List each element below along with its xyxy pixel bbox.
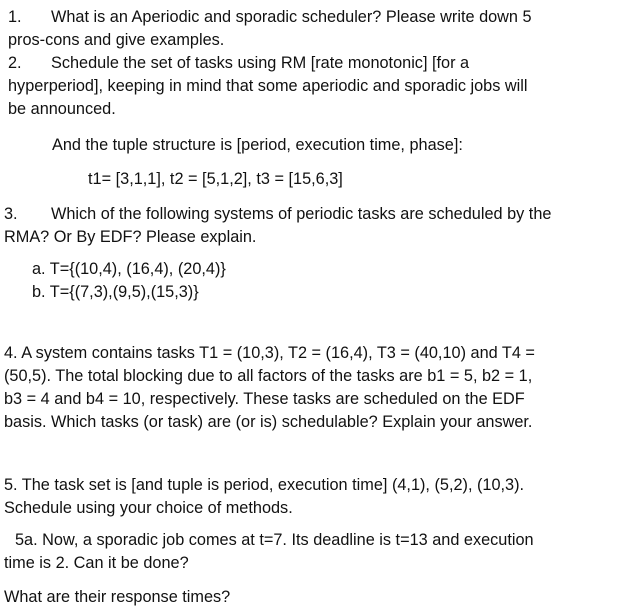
q1-line-2: pros-cons and give examples. bbox=[8, 31, 225, 49]
q4-line-4: basis. Which tasks (or task) are (or is) schedulable? Explain your answer. bbox=[4, 413, 533, 431]
q3-text-1: Which of the following systems of periodic tasks are scheduled by the bbox=[51, 205, 552, 223]
q5-line-1: 5. The task set is [and tuple is period, execution time] (4,1), (5,2), (10,3). bbox=[4, 476, 525, 494]
q3-number: 3. bbox=[4, 205, 18, 223]
q2-text-1: Schedule the set of tasks using RM [rate monotonic] [for a bbox=[51, 54, 470, 72]
q2-task-set: t1= [3,1,1], t2 = [5,1,2], t3 = [15,6,3] bbox=[88, 170, 343, 188]
q4-line-1: 4. A system contains tasks T1 = (10,3), T2 = (16,4), T3 = (40,10) and T4 = bbox=[4, 344, 535, 362]
q2-tuple-intro: And the tuple structure is [period, execution time, phase]: bbox=[52, 136, 463, 154]
q4-line-2: (50,5). The total blocking due to all factors of the tasks are b1 = 5, b2 = 1, bbox=[4, 367, 533, 385]
q3-line-1 bbox=[4, 203, 551, 225]
q1-line-1 bbox=[8, 6, 532, 28]
q5-line-2: Schedule using your choice of methods. bbox=[4, 499, 293, 517]
q2-line-2: hyperperiod], keeping in mind that some aperiodic and sporadic jobs will bbox=[8, 77, 528, 95]
q2-line-3: be announced. bbox=[8, 100, 116, 118]
q1-text-1: What is an Aperiodic and sporadic scheduler? Please write down 5 bbox=[51, 8, 532, 26]
q4-line-3: b3 = 4 and b4 = 10, respectively. These tasks are scheduled on the EDF bbox=[4, 390, 525, 408]
q5a-line-1: 5a. Now, a sporadic job comes at t=7. Its deadline is t=13 and execution bbox=[15, 531, 534, 549]
q3-option-b: b. T={(7,3),(9,5),(15,3)} bbox=[32, 283, 199, 301]
q5-response-question: What are their response times? bbox=[4, 588, 231, 606]
q3-line-2: RMA? Or By EDF? Please explain. bbox=[4, 228, 257, 246]
q2-number: 2. bbox=[8, 54, 22, 72]
q2-line-1 bbox=[8, 52, 469, 74]
q1-number: 1. bbox=[8, 8, 22, 26]
q3-option-a: a. T={(10,4), (16,4), (20,4)} bbox=[32, 260, 226, 278]
q5a-line-2: time is 2. Can it be done? bbox=[4, 554, 189, 572]
